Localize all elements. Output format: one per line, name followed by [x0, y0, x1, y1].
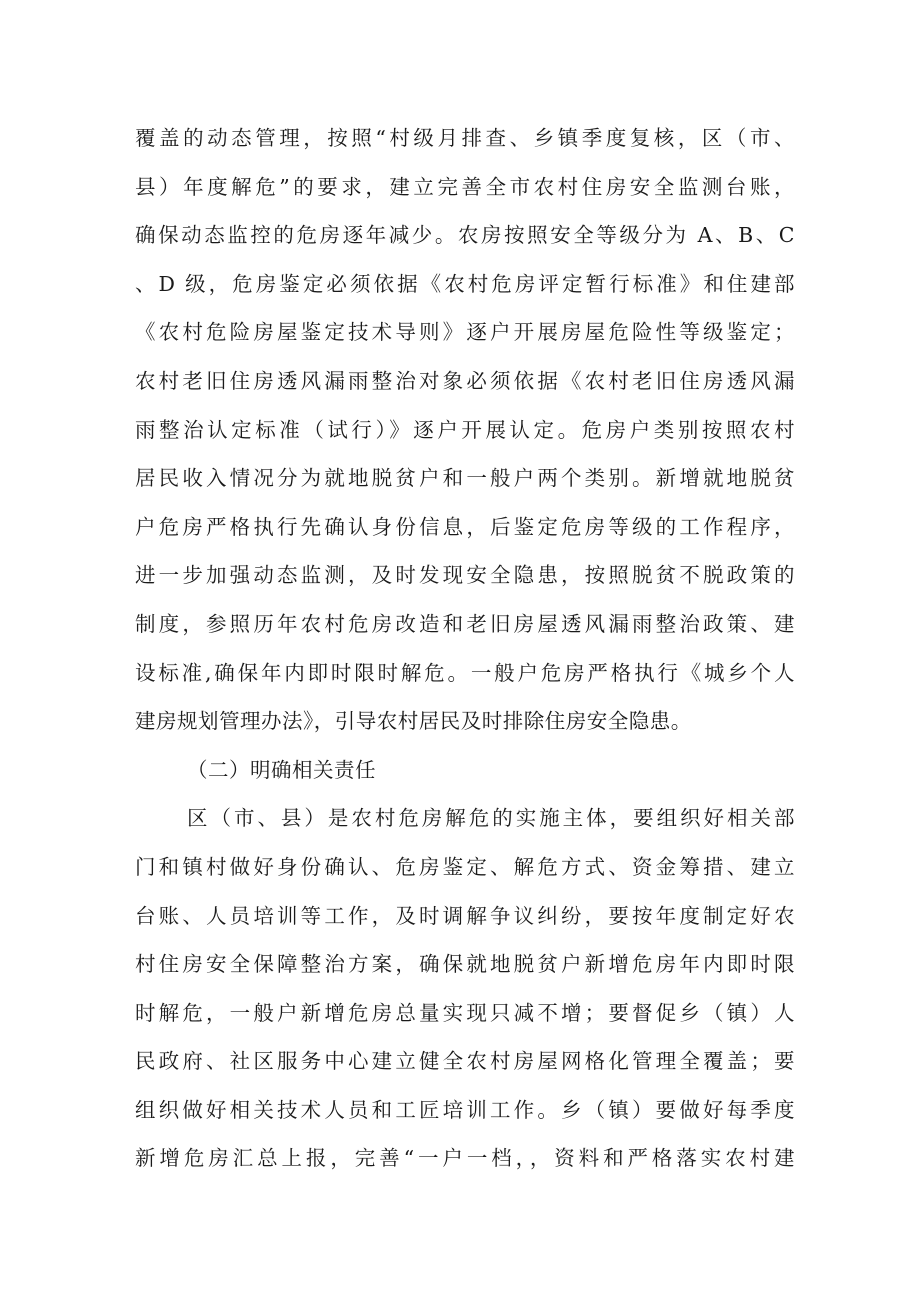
text-line: 区（市、县）是农村危房解危的实施主体，要组织好相关部: [187, 806, 795, 831]
document-body: [135, 114, 795, 1183]
text-line: 覆盖的动态管理，按照“村级月排查、乡镇季度复核，区（市、: [135, 126, 795, 150]
text-line: 时解危，一般户新增危房总量实现只减不增；要督促乡（镇）人: [135, 1000, 795, 1025]
text-line: 民政府、社区服务中心建立健全农村房屋网格化管理全覆盖；要: [135, 1049, 795, 1074]
text-line: 雨整治认定标准（试行）》逐户开展认定。危房户类别按照农村: [135, 417, 795, 442]
text-line: 设标准,确保年内即时限时解危。一般户危房严格执行《城乡个人: [135, 660, 795, 685]
text-line: 《农村危险房屋鉴定技术导则》逐户开展房屋危险性等级鉴定；: [135, 320, 795, 345]
text-line: 新增危房汇总上报，完善“一户一档，，资料和严格落实农村建: [135, 1146, 795, 1171]
text-line: 县）年度解危”的要求，建立完善全市农村住房安全监测台账，: [135, 174, 795, 199]
text-line: 台账、人员培训等工作，及时调解争议纠纷，要按年度制定好农: [135, 903, 795, 928]
section-heading: （二）明确相关责任: [187, 757, 376, 782]
text-line: 户危房严格执行先确认身份信息，后鉴定危房等级的工作程序，: [135, 514, 795, 539]
text-line: 进一步加强动态监测，及时发现安全隐患，按照脱贫不脱政策的: [135, 563, 795, 588]
text-line: 门和镇村做好身份确认、危房鉴定、解危方式、资金筹措、建立: [135, 854, 795, 879]
text-line: 农村老旧住房透风漏雨整治对象必须依据《农村老旧住房透风漏: [135, 368, 795, 393]
text-line: 制度，参照历年农村危房改造和老旧房屋透风漏雨整治政策、建: [135, 611, 795, 636]
text-line: 居民收入情况分为就地脱贫户和一般户两个类别。新增就地脱贫: [135, 466, 795, 491]
text-line: 村住房安全保障整治方案，确保就地脱贫户新增危房年内即时限: [135, 952, 795, 977]
text-line: 组织做好相关技术人员和工匠培训工作。乡（镇）要做好每季度: [135, 1097, 795, 1122]
text-line: 建房规划管理办法》，引导农村居民及时排除住房安全隐患。: [135, 709, 692, 734]
text-line: 确保动态监控的危房逐年减少。农房按照安全等级分为 A、B、C: [135, 223, 795, 248]
text-line: 、D 级，危房鉴定必须依据《农村危房评定暂行标准》和住建部: [135, 271, 795, 296]
